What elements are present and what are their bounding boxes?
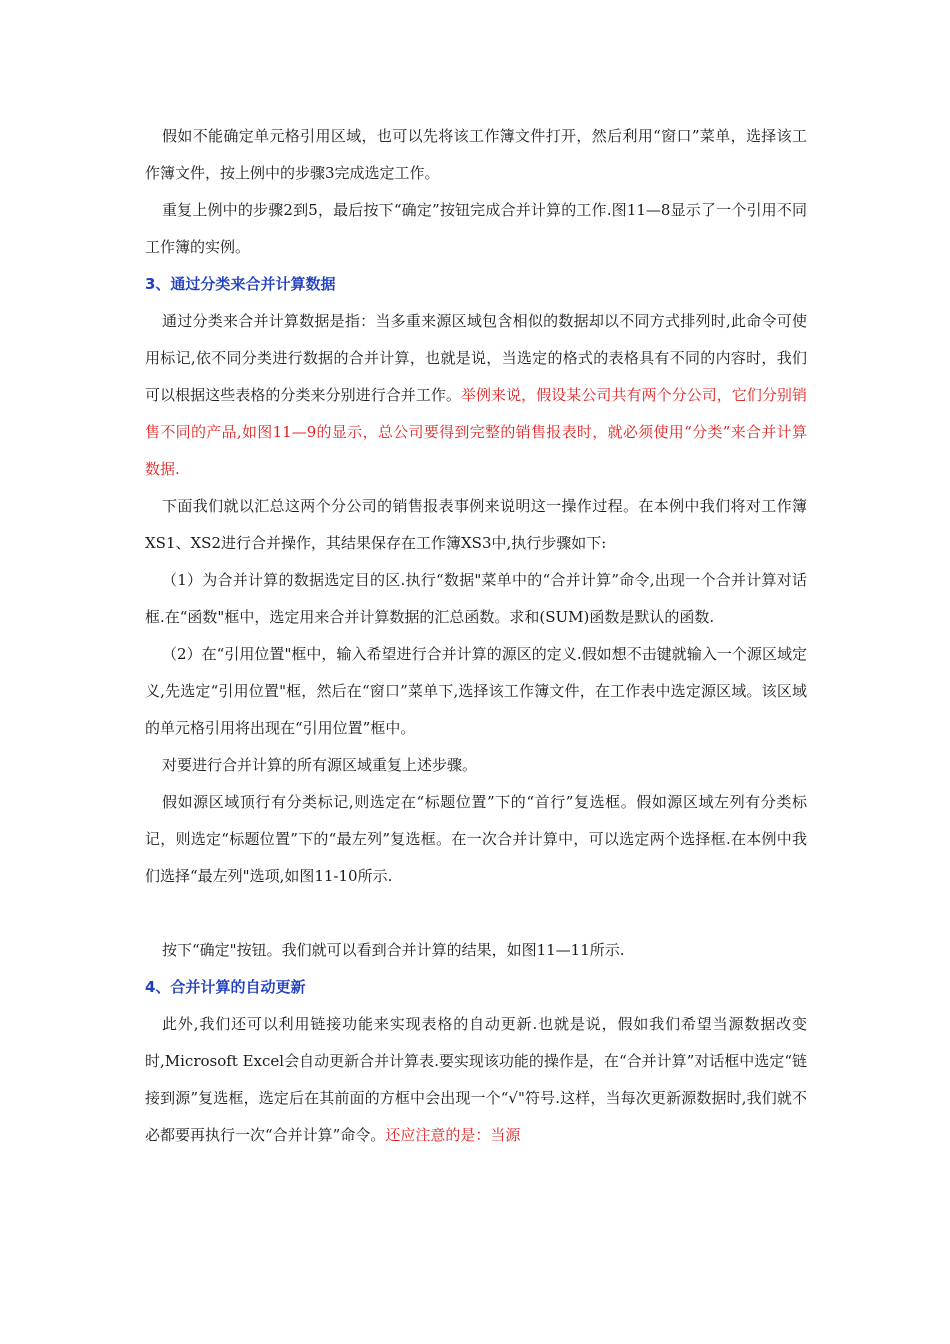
- paragraph-step-2: （2）在“引用位置"框中，输入希望进行合并计算的源区的定义.假如想不击键就输入一个源区域定义,先选定“引用位置"框，然后在“窗口”菜单下,选择该工作簿文件，在工作表中选定源区域。该区域的单元格引用将出现在“引用位置”框中。: [145, 645, 807, 737]
- paragraph-open-workbook: 假如不能确定单元格引用区域，也可以先将该工作簿文件打开，然后利用“窗口”菜单，选择该工作簿文件，按上例中的步骤3完成选定工作。: [145, 127, 807, 182]
- paragraph-repeat-source: 对要进行合并计算的所有源区域重复上述步骤。: [162, 756, 478, 774]
- paragraph-step-1: （1）为合并计算的数据选定目的区.执行“数据"菜单中的“合并计算”命令,出现一个合并计算对话框.在“函数"框中，选定用来合并计算数据的汇总函数。求和(SUM)函数是默认的函数.: [145, 571, 807, 626]
- highlighted-note-text: 还应注意的是：当源: [385, 1126, 521, 1144]
- paragraph-label-options: 假如源区域顶行有分类标记,则选定在“标题位置”下的“首行”复选框。假如源区域左列有分类标记，则选定“标题位置”下的“最左列”复选框。在一次合并计算中，可以选定两个选择框.在本例中我们选择“最左列"选项,如图11-10所示.: [145, 793, 807, 885]
- section-heading-3: 3、通过分类来合并计算数据: [145, 275, 336, 293]
- paragraph-text: 此外,我们还可以利用链接功能来实现表格的自动更新.也就是说，假如我们希望当源数据改变时,Microsoft Excel会自动更新合并计算表.要实现该功能的操作是，在“合并计算”对话框中选定“链接到源”复选框，选定后在其前面的方框中会出现一个“√"符号.这样，当每次更新源数据时,我们就不必都要再执行一次“合并计算”命令。: [145, 1015, 807, 1144]
- section-heading-4: 4、合并计算的自动更新: [145, 978, 306, 996]
- paragraph-text: 通过分类来合并计算数据是指：当多重来源区域包含相似的数据却以不同方式排列时,此命令可使用标记,依不同分类进行数据的合并计算，也就是说，当选定的格式的表格具有不同的内容时，我们可以根据这些表格的分类来分别进行合并工作。: [145, 312, 807, 404]
- paragraph-press-ok: 按下“确定"按钮。我们就可以看到合并计算的结果，如图11—11所示.: [162, 941, 625, 959]
- paragraph-auto-update: [145, 1006, 807, 1154]
- paragraph-category-consolidation: [145, 303, 807, 488]
- figure-gap: [145, 895, 807, 932]
- highlighted-example-text: 举例来说，假设某公司共有两个分公司，它们分别销售不同的产品,如图11—9的显示，总公司要得到完整的销售报表时，就必须使用“分类”来合并计算数据.: [145, 386, 807, 478]
- paragraph-repeat-steps: 重复上例中的步骤2到5，最后按下“确定”按钮完成合并计算的工作.图11—8显示了一个引用不同工作簿的实例。: [145, 201, 807, 256]
- document-page: [145, 118, 807, 1154]
- paragraph-example-intro: 下面我们就以汇总这两个分公司的销售报表事例来说明这一操作过程。在本例中我们将对工作簿XS1、XS2进行合并操作，其结果保存在工作簿XS3中,执行步骤如下:: [145, 497, 807, 552]
